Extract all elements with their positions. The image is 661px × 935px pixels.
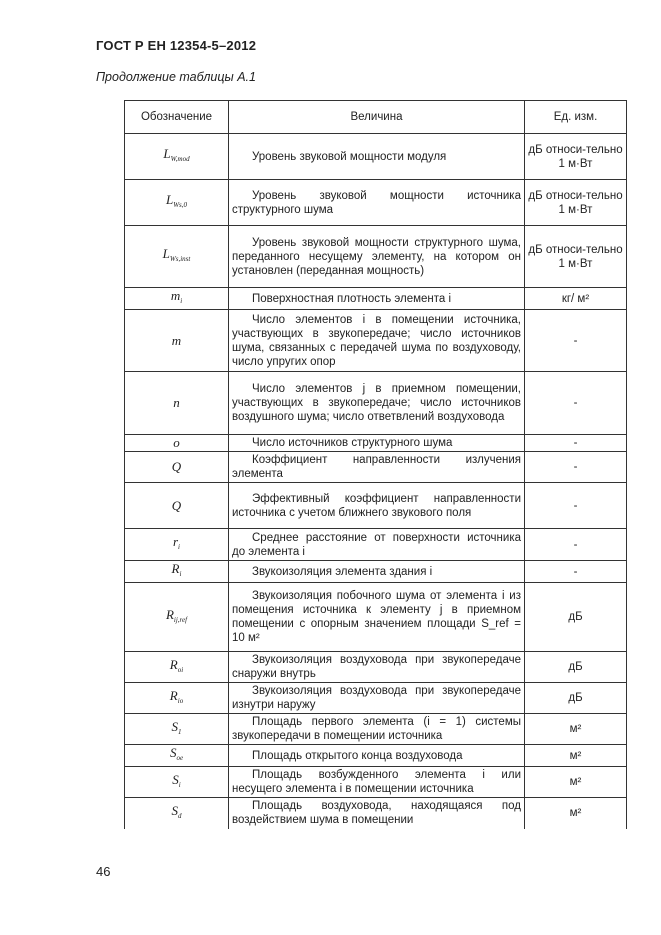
unit-cell: м² [525, 798, 627, 829]
table-continuation-caption: Продолжение таблицы А.1 [96, 70, 256, 84]
table-row [125, 714, 627, 745]
symbol-cell [125, 134, 229, 180]
symbol-cell [125, 745, 229, 767]
quantity-cell: Число источников структурного шума [229, 435, 525, 452]
symbol-base: S [171, 718, 178, 734]
unit-cell: - [525, 372, 627, 435]
symbol-subscript: ij,ref [173, 615, 188, 624]
table-row [125, 529, 627, 561]
symbol-cell [125, 583, 229, 652]
quantity-cell: Звукоизоляция воздуховода при звукопередаче изнутри наружу [229, 683, 525, 714]
table-header-row [125, 101, 627, 134]
table-row [125, 435, 627, 452]
table-row [125, 180, 627, 226]
symbol-cell [125, 529, 229, 561]
symbol-subscript: 1 [178, 727, 182, 736]
symbol-base: S [171, 802, 178, 818]
symbol-base: m [170, 288, 181, 303]
symbols-table [124, 100, 627, 829]
table-row [125, 372, 627, 435]
table-row [125, 483, 627, 529]
symbol-cell [125, 310, 229, 372]
header-unit: Ед. изм. [525, 101, 627, 134]
symbol-base: L [165, 192, 174, 207]
table-body [125, 134, 627, 829]
symbol-base: Q [171, 497, 182, 513]
unit-cell: кг/ м² [525, 288, 627, 310]
table-row [125, 288, 627, 310]
symbol-base: R [169, 687, 178, 703]
symbol-cell [125, 180, 229, 226]
symbol-cell [125, 767, 229, 798]
unit-cell: м² [525, 767, 627, 798]
quantity-cell: Число элементов j в приемном помещении, участвующих в звукопередаче; число источников воздушного шума; число ответвлений воздуховода [229, 372, 525, 435]
symbol-cell [125, 561, 229, 583]
symbol-cell [125, 288, 229, 310]
quantity-cell: Звукоизоляция побочного шума от элемента i из помещения источника к элементу j в приемном помещении с опорным значением площади S_ref = 10 м² [229, 583, 525, 652]
unit-cell: дБ [525, 583, 627, 652]
symbol-cell [125, 714, 229, 745]
symbol-subscript: i [178, 780, 181, 789]
symbol-base: n [173, 395, 180, 410]
symbol-subscript: W,mod [170, 155, 190, 163]
page-number: 46 [96, 864, 111, 879]
quantity-cell: Звукоизоляция воздуховода при звукопередаче снаружи внутрь [229, 652, 525, 683]
table-row [125, 134, 627, 180]
table-row [125, 652, 627, 683]
unit-cell: - [525, 561, 627, 583]
table-row [125, 310, 627, 372]
unit-cell: - [525, 310, 627, 372]
symbol-base: o [173, 435, 180, 450]
table-row [125, 798, 627, 829]
symbol-cell [125, 798, 229, 829]
symbol-subscript: d [178, 811, 182, 820]
symbol-cell [125, 652, 229, 683]
symbol-subscript: i [178, 543, 180, 551]
header-quantity: Величина [229, 101, 525, 134]
table-row [125, 583, 627, 652]
unit-cell: дБ [525, 683, 627, 714]
symbol-cell [125, 435, 229, 452]
symbol-base: R [169, 656, 178, 672]
symbol-subscript: oi [177, 665, 184, 674]
document-title: ГОСТ Р ЕН 12354-5–2012 [96, 38, 257, 53]
unit-cell: - [525, 483, 627, 529]
symbol-subscript: Ws,0 [173, 201, 188, 209]
table-row [125, 561, 627, 583]
symbol-cell [125, 483, 229, 529]
quantity-cell: Коэффициент направленности излучения элемента [229, 452, 525, 483]
header-symbol: Обозначение [125, 101, 229, 134]
table-row [125, 226, 627, 288]
symbol-base: m [171, 332, 182, 348]
unit-cell: - [525, 435, 627, 452]
unit-cell: м² [525, 714, 627, 745]
quantity-cell: Звукоизоляция элемента здания i [229, 561, 525, 583]
quantity-cell: Уровень звуковой мощности модуля [229, 134, 525, 180]
quantity-cell: Площадь возбужденного элемента i или несущего элемента i в помещении источника [229, 767, 525, 798]
quantity-cell: Эффективный коэффициент направленности источника с учетом ближнего звукового поля [229, 483, 525, 529]
quantity-cell: Поверхностная плотность элемента i [229, 288, 525, 310]
symbol-cell [125, 452, 229, 483]
symbol-base: Q [171, 459, 182, 474]
table-row [125, 767, 627, 798]
quantity-cell: Уровень звуковой мощности структурного шума, переданного несущему элементу, на котором он установлен (переданная мощность) [229, 226, 525, 288]
symbol-subscript: i [179, 570, 182, 578]
quantity-cell: Среднее расстояние от поверхности источника до элемента i [229, 529, 525, 561]
symbol-base: S [169, 745, 177, 760]
quantity-cell: Площадь первого элемента (i = 1) системы звукопередачи в помещении источника [229, 714, 525, 745]
symbol-cell [125, 226, 229, 288]
unit-cell: дБ относи-тельно 1 м·Вт [525, 134, 627, 180]
symbol-subscript: io [177, 696, 184, 705]
unit-cell: дБ [525, 652, 627, 683]
symbol-subscript: i [180, 297, 183, 305]
unit-cell: - [525, 529, 627, 561]
table-row [125, 745, 627, 767]
symbol-cell [125, 372, 229, 435]
quantity-cell: Уровень звуковой мощности источника структурного шума [229, 180, 525, 226]
quantity-cell: Число элементов i в помещении источника, участвующих в звукопередаче; число источников шума, связанных с передачей шума по воздуховоду, число упругих опор [229, 310, 525, 372]
symbol-base: L [163, 146, 171, 161]
symbol-base: r [172, 534, 179, 549]
symbol-subscript: oe [176, 754, 184, 762]
unit-cell: дБ относи-тельно 1 м·Вт [525, 226, 627, 288]
symbol-cell [125, 683, 229, 714]
table-row [125, 683, 627, 714]
unit-cell: - [525, 452, 627, 483]
symbol-subscript: Ws,inst [169, 255, 191, 263]
table-row [125, 452, 627, 483]
symbol-base: R [171, 561, 180, 576]
quantity-cell: Площадь воздуховода, находящаяся под воздействием шума в помещении [229, 798, 525, 829]
unit-cell: дБ относи-тельно 1 м·Вт [525, 180, 627, 226]
unit-cell: м² [525, 745, 627, 767]
symbol-base: R [165, 606, 174, 622]
quantity-cell: Площадь открытого конца воздуховода [229, 745, 525, 767]
symbol-base: L [162, 246, 170, 261]
symbol-base: S [172, 771, 179, 787]
